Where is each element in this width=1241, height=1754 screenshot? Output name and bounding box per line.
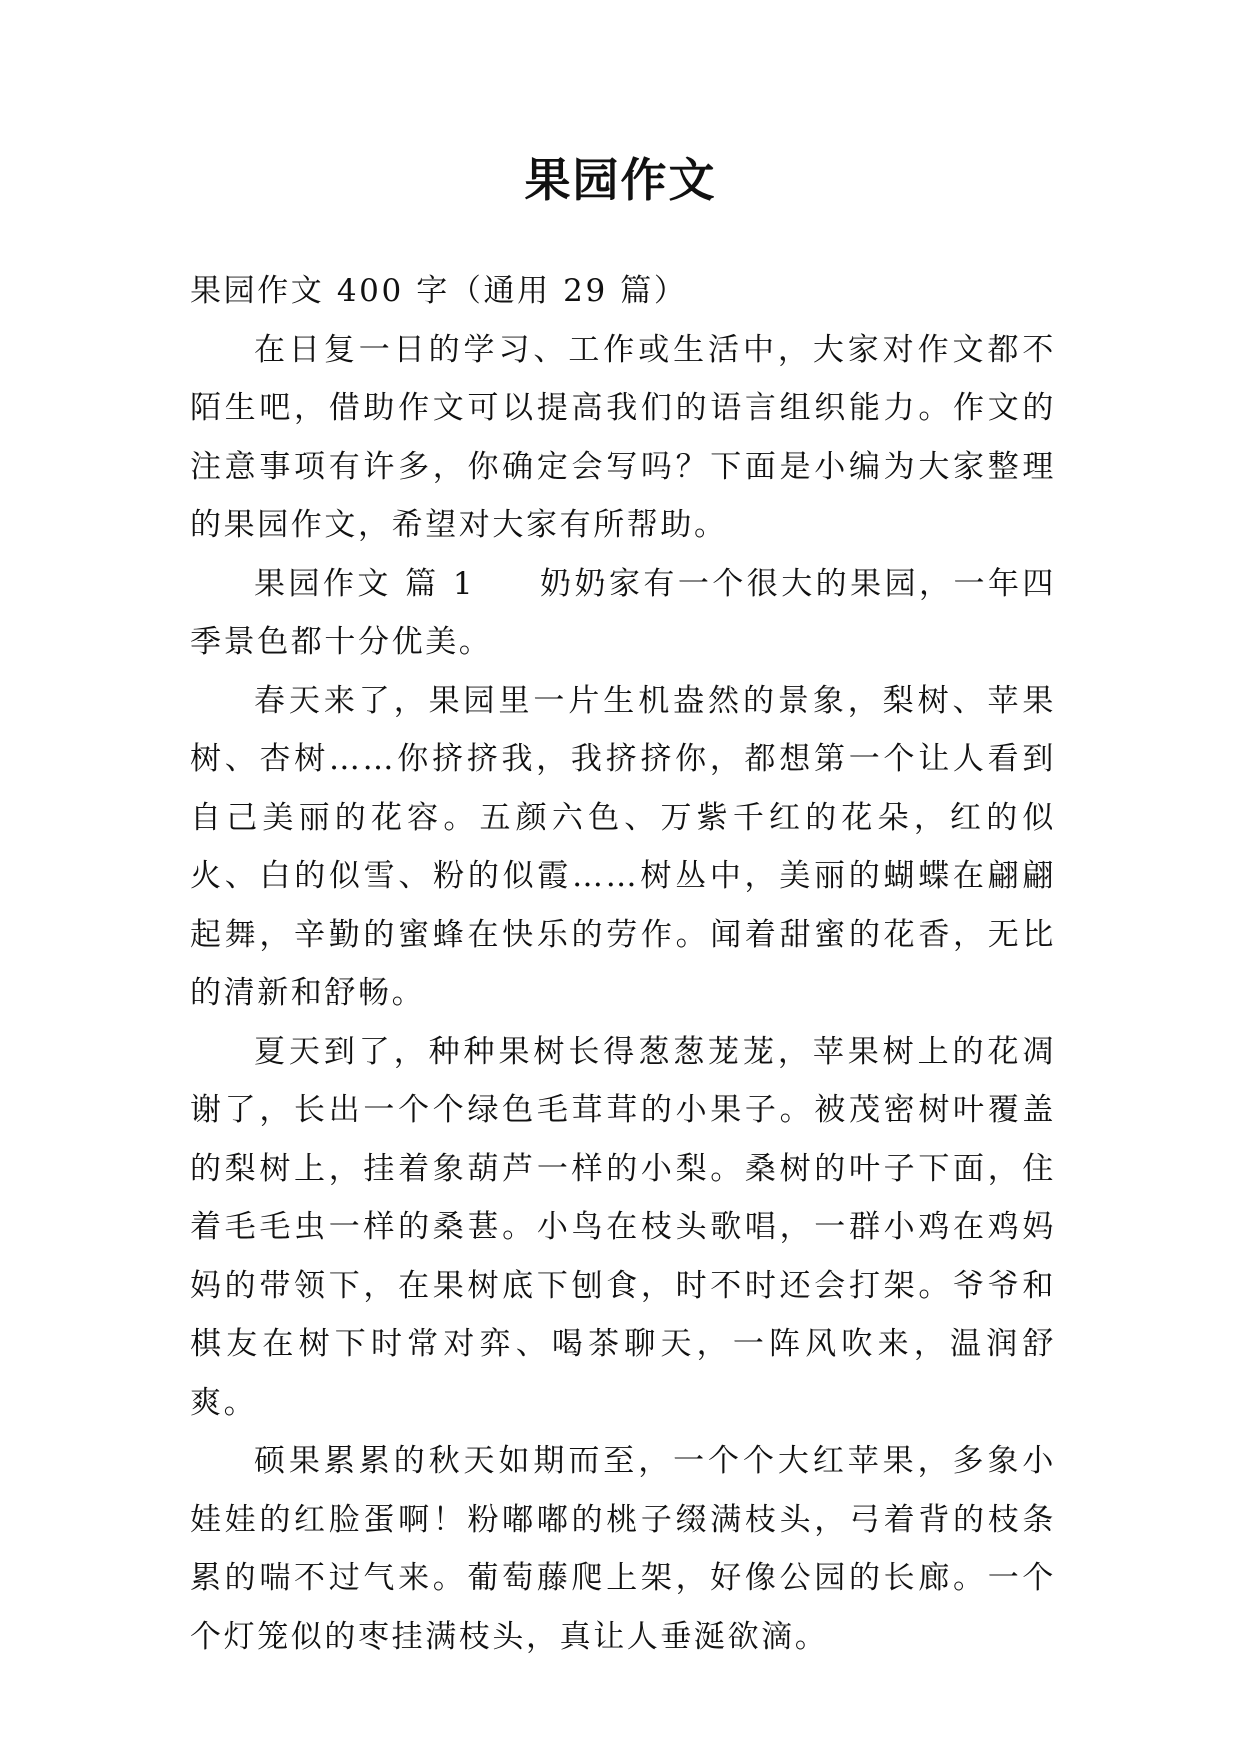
document-title: 果园作文 xyxy=(524,153,717,207)
intro-paragraph: 在日复一日的学习、工作或生活中，大家对作文都不陌生吧，借助作文可以提高我们的语言组织能力。作文的注意事项有许多，你确定会写吗？下面是小编为大家整理的果园作文，希望对大家有所帮助。 xyxy=(190,331,1056,543)
autumn-paragraph: 硕果累累的秋天如期而至，一个个大红苹果，多象小娃娃的红脸蛋啊！粉嘟嘟的桃子缀满枝头，弓着背的枝条累的喘不过气来。葡萄藤爬上架，好像公园的长廊。一个个灯笼似的枣挂满枝头，真让人垂涎欲滴。 xyxy=(190,1443,1056,1655)
spring-paragraph: 春天来了，果园里一片生机盎然的景象，梨树、苹果树、杏树……你挤挤我，我挤挤你，都想第一个让人看到自己美丽的花容。五颜六色、万紫千红的花朵，红的似火、白的似雪、粉的似霞……树丛中，美丽的蝴蝶在翩翩起舞，辛勤的蜜蜂在快乐的劳作。闻着甜蜜的花香，无比的清新和舒畅。 xyxy=(190,682,1056,1011)
summer-paragraph: 夏天到了，种种果树长得葱葱茏茏，苹果树上的花凋谢了，长出一个个绿色毛茸茸的小果子。被茂密树叶覆盖的梨树上，挂着象葫芦一样的小梨。桑树的叶子下面，住着毛毛虫一样的桑葚。小鸟在枝头歌唱，一群小鸡在鸡妈妈的带领下，在果树底下刨食，时不时还会打架。爷爷和棋友在树下时常对弈、喝茶聊天，一阵风吹来，温润舒爽。 xyxy=(190,1033,1056,1421)
document-body xyxy=(190,262,1056,1666)
essay-opening-text: 奶奶家有一个很大的果园，一年四季景色都十分优美。 xyxy=(190,565,1056,660)
essay-heading: 果园作文 篇 1 xyxy=(254,565,476,602)
document-subtitle: 果园作文 400 字（通用 29 篇） xyxy=(190,273,688,309)
essay-opening-paragraph xyxy=(190,555,1056,672)
